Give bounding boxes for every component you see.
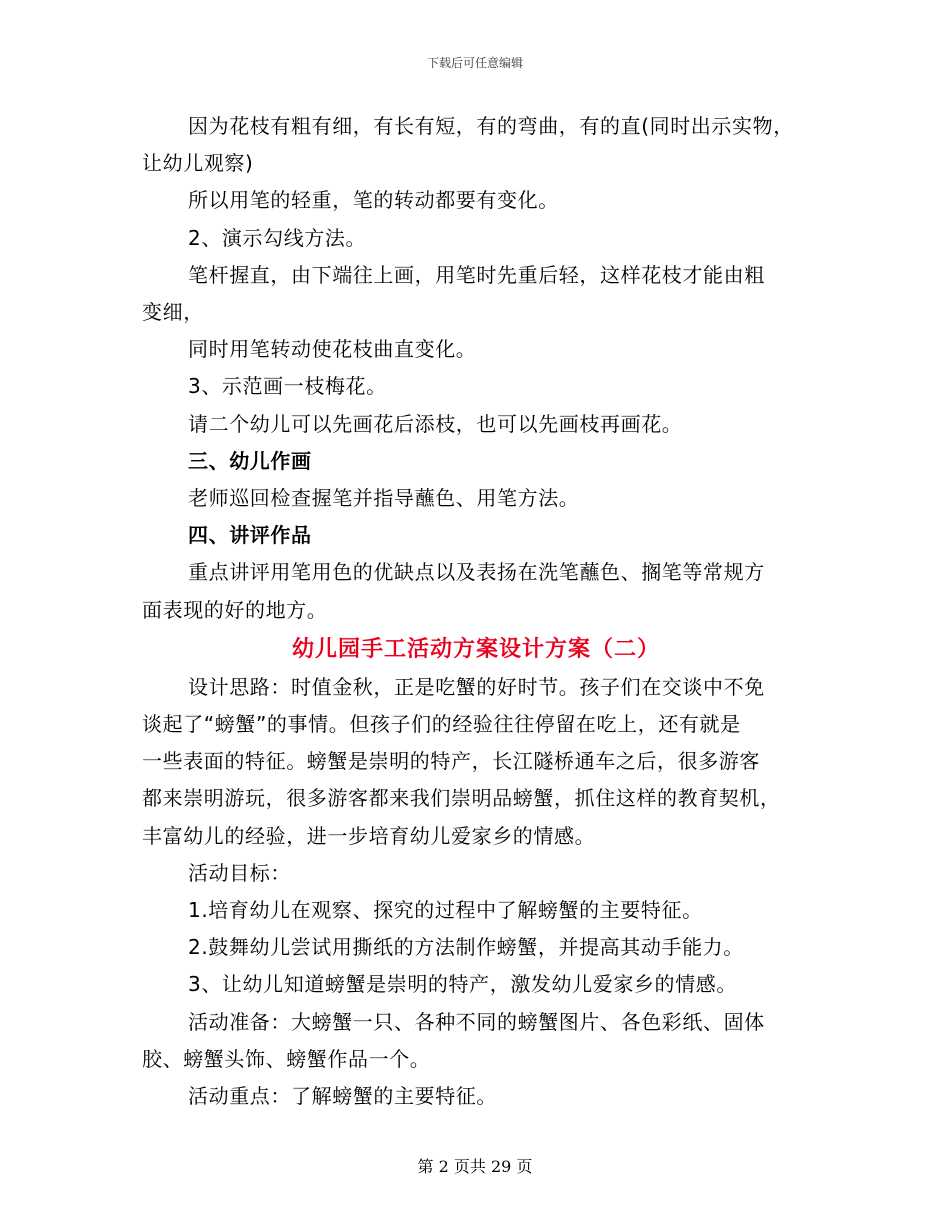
text-line: 所以用笔的轻重，笔的转动都要有变化。 xyxy=(188,188,559,213)
text-line: 丰富幼儿的经验，进一步培育幼儿爱家乡的情感。 xyxy=(142,823,596,848)
text-line: 老师巡回检查握笔并指导蘸色、用笔方法。 xyxy=(188,486,580,511)
page-footer: 第 2 页共 29 页 xyxy=(417,1157,533,1176)
text-line: 让幼儿观察) xyxy=(142,151,254,176)
text-line: 设计思路：时值金秋，正是吃蟹的好时节。孩子们在交谈中不免 xyxy=(188,674,765,699)
paragraphs-part-2 xyxy=(142,669,810,1115)
text-line: 都来崇明游玩，很多游客都来我们崇明品螃蟹，抓住这样的教育契机， xyxy=(142,786,781,811)
document-body xyxy=(142,108,810,1115)
section-title: 幼儿园手工活动方案设计方案（二） xyxy=(291,636,660,662)
text-line: 1.培育幼儿在观察、探究的过程中了解螃蟹的主要特征。 xyxy=(188,898,703,923)
section-heading: 三、幼儿作画 xyxy=(188,448,312,473)
text-line: 变细， xyxy=(142,300,204,325)
text-line: 笔杆握直，由下端往上画，用笔时先重后轻，这样花枝才能由粗 xyxy=(188,262,765,287)
text-line: 一些表面的特征。螃蟹是崇明的特产，长江隧桥通车之后，很多游客 xyxy=(142,749,760,774)
text-line: 3、示范画一枝梅花。 xyxy=(188,374,387,399)
text-line: 2、演示勾线方法。 xyxy=(188,225,367,250)
section-heading: 四、讲评作品 xyxy=(188,523,312,548)
text-line: 面表现的好的地方。 xyxy=(142,597,328,622)
text-line: 活动准备：大螃蟹一只、各种不同的螃蟹图片、各色彩纸、固体 xyxy=(188,1009,765,1034)
text-line: 胶、螃蟹头饰、螃蟹作品一个。 xyxy=(142,1046,431,1071)
text-line: 2.鼓舞幼儿尝试用撕纸的方法制作螃蟹，并提高其动手能力。 xyxy=(188,935,744,960)
text-line: 重点讲评用笔用色的优缺点以及表扬在洗笔蘸色、搁笔等常规方 xyxy=(188,560,765,585)
text-line: 活动重点：了解螃蟹的主要特征。 xyxy=(188,1084,497,1109)
text-line: 3、让幼儿知道螃蟹是崇明的特产，激发幼儿爱家乡的情感。 xyxy=(188,972,737,997)
text-line: 谈起了“螃蟹”的事情。但孩子们的经验往往停留在吃上，还有就是 xyxy=(142,712,741,737)
page-header: 下载后可任意编辑 xyxy=(426,56,523,70)
text-line: 请二个幼儿可以先画花后添枝，也可以先画枝再画花。 xyxy=(188,411,683,436)
text-line: 因为花枝有粗有细，有长有短，有的弯曲，有的直(同时出示实物， xyxy=(188,114,794,138)
text-line: 同时用笔转动使花枝曲直变化。 xyxy=(188,337,477,362)
text-line: 活动目标： xyxy=(188,860,291,885)
paragraphs-part-1 xyxy=(142,108,810,629)
